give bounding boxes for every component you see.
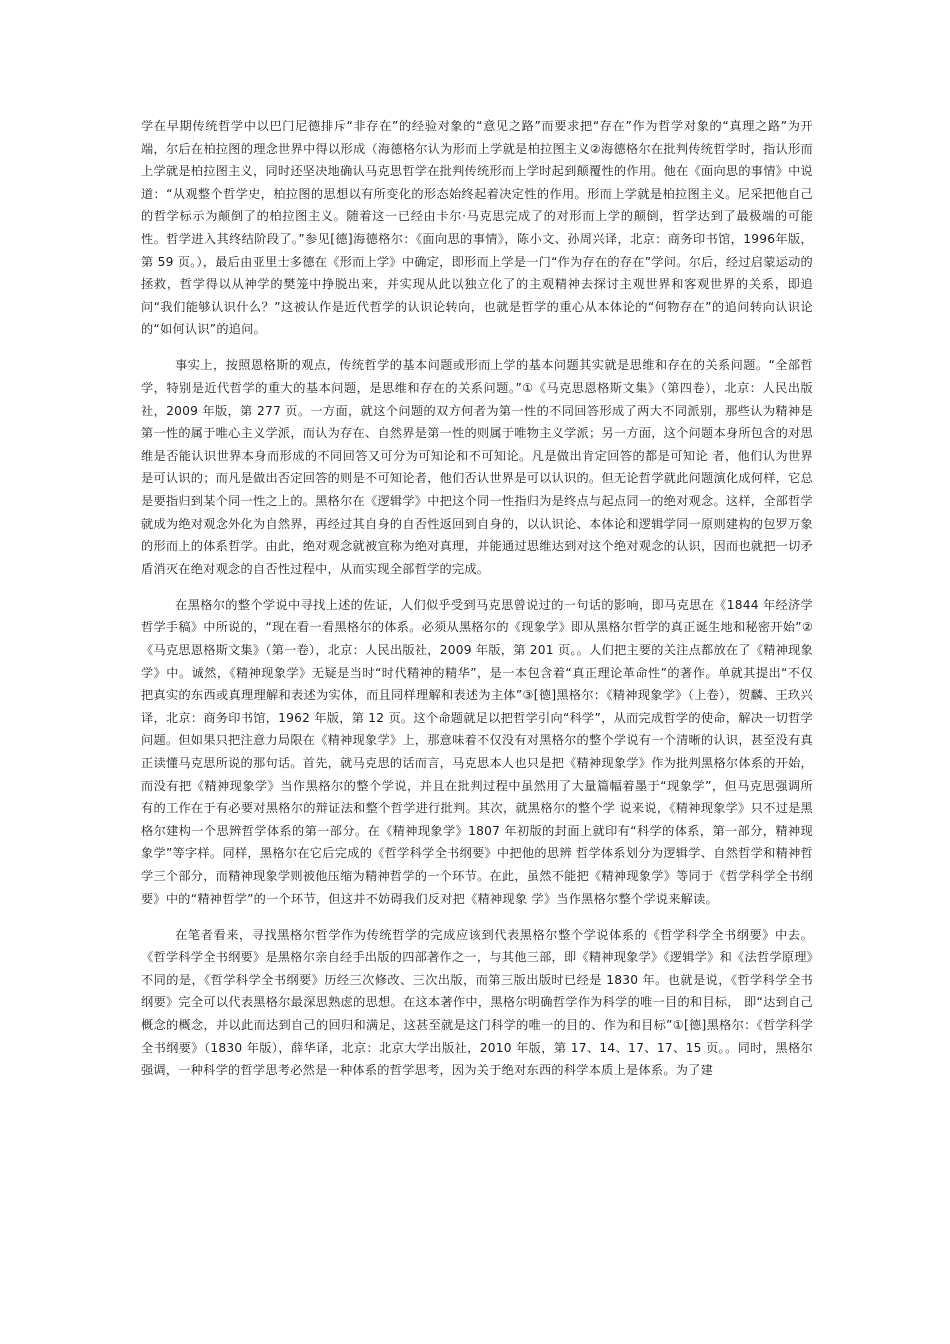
paragraph-3: 在黑格尔的整个学说中寻找上述的佐证，人们似乎受到马克思曾说过的一句话的影响，即马克思在《1844 年经济学哲学手稿》中所说的，“现在看一看黑格尔的体系。必须从黑格尔的《现象学》即从黑格尔哲学的真正诞生地和秘密开始”②《马克思恩格斯文集》（第一卷），北京：人民出版社，2009 年版，第 201 页。。人们把主要的关注点都放在了《精神现象学》中。诚然，《精神现象学》无疑是当时“时代精神的精华”，是一本包含着“真正理论革命性”的著作。单就其提出“不仅把真实的东西或真理理解和表述为实体，而且同样理解和表述为主体”③[德]黑格尔：《精神现象学》（上卷），贺麟、王玖兴译，北京：商务印书馆，1962 年版，第 12 页。这个命题就足以把哲学引向“科学”，从而完成哲学的使命，解决一切哲学问题。但如果只把注意力局限在《精神现象学》上，那意味着不仅没有对黑格尔的整个学说有一个清晰的认识，甚至没有真正读懂马克思所说的那句话。首先，就马克思的话而言，马克思本人也只是把《精神现象学》作为批判黑格尔体系的开始，而没有把《精神现象学》当作黑格尔的整个学说，并且在批判过程中虽然用了大量篇幅着墨于“现象学”，但马克思强调所有的工作在于有必要对黑格尔的辩证法和整个哲学进行批判。其次，就黑格尔的整个学 说来说，《精神现象学》只不过是黑格尔建构一个思辨哲学体系的第一部分。在《精神现象学》1807 年初版的封面上就印有“科学的体系，第一部分，精神现象学”等字样。同样，黑格尔在它后完成的《哲学科学全书纲要》中把他的思辨 哲学体系划分为逻辑学、自然哲学和精神哲学三个部分，而精神现象学则被他压缩为精神哲学的一个环节。在此，虽然不能把《精神现象学》等同于《哲学科学全书纲要》中的“精神哲学”的一个环节，但这并不妨碍我们反对把《精神现象 学》当作黑格尔整个学说来解读。 xyxy=(141,597,813,906)
paragraph-1: 学在早期传统哲学中以巴门尼德排斥“非存在”的经验对象的“意见之路”而要求把“存在”作为哲学对象的“真理之路”为开端，尔后在柏拉图的理念世界中得以形成（海德格尔认为形而上学就是柏拉图主义②海德格尔在批判传统哲学时，指认形而上学就是柏拉图主义，同时还坚决地确认马克思哲学在批判传统形而上学时起到颠覆性的作用。他在《面向思的事情》中说道：“从观整个哲学史，柏拉图的思想以有所变化的形态始终起着决定性的作用。形而上学就是柏拉图主义。尼采把他自己的哲学标示为颠倒了的柏拉图主义。随着这一已经由卡尔·马克思完成了的对形而上学的颠倒，哲学达到了最极端的可能性。哲学进入其终结阶段了。”参见[德]海德格尔：《面向思的事情》，陈小文、孙周兴译，北京：商务印书馆，1996年版，第 59 页。），最后由亚里士多德在《形而上学》中确定，即形而上学是一门“作为存在的存在”学问。尔后，经过启蒙运动的拯救，哲学得以从神学的樊笼中挣脱出来，并实现从此以独立化了的主观精神去探讨主观世界和客观世界的关系，即追问“我们能够认识什么？”这被认作是近代哲学的认识论转向，也就是哲学的重心从本体论的“何物存在”的追问转向认识论的“如何认识”的追问。 xyxy=(141,119,813,337)
paragraph-2: 事实上，按照恩格斯的观点，传统哲学的基本问题或形而上学的基本问题其实就是思维和存在的关系问题。“全部哲学，特别是近代哲学的重大的基本问题，是思维和存在的关系问题。”①《马克思恩格斯文集》（第四卷），北京：人民出版社，2009 年版，第 277 页。一方面，就这个问题的双方何者为第一性的不同回答形成了两大不同派别，那些认为精神是第一性的属于唯心主义学派，而认为存在、自然界是第一性的则属于唯物主义学派；另一方面，这个问题本身所包含的对思维是否能认识世界本身而形成的不同回答又可分为可知论和不可知论。凡是做出肯定回答的都是可知论 者，他们认为世界是可认识的；而凡是做出否定回答的则是不可知论者，他们否认世界是可以认识的。但无论哲学就此问题演化成何样，它总是要指归到某个同一性之上的。黑格尔在《逻辑学》中把这个同一性指归为是终点与起点同一的绝对观念。这样，全部哲学就成为绝对观念外化为自然界，再经过其自身的自否性返回到自身的，以认识论、本体论和逻辑学同一原则建构的包罗万象的形而上的体系哲学。由此，绝对观念就被宣称为绝对真理，并能通过思维达到对这个绝对观念的认识，因而也就把一切矛盾消灭在绝对观念的自否性过程中，从而实现全部哲学的完成。 xyxy=(141,358,813,576)
document-body xyxy=(141,115,813,1082)
paragraph-4: 在笔者看来，寻找黑格尔哲学作为传统哲学的完成应该到代表黑格尔整个学说体系的《哲学科学全书纲要》中去。《哲学科学全书纲要》是黑格尔亲自经手出版的四部著作之一，与其他三部，即《精神现象学》《逻辑学》和《法哲学原理》不同的是，《哲学科学全书纲要》历经三次修改、三次出版，而第三版出版时已经是 1830 年。也就是说，《哲学科学全书纲要》完全可以代表黑格尔最深思熟虑的思想。在这本著作中，黑格尔明确哲学作为科学的唯一目的和目标， 即“达到自己概念的概念，并以此而达到自己的回归和满足，这甚至就是这门科学的唯一的目的、作为和目标”①[德]黑格尔：《哲学科学全书纲要》（1830 年版），薛华译，北京：北京大学出版社，2010 年版，第 17、14、17、17、15 页。。同时，黑格尔强调，一种科学的哲学思考必然是一种体系的哲学思考，因为关于绝对东西的科学本质上是体系。为了建 xyxy=(141,927,813,1078)
